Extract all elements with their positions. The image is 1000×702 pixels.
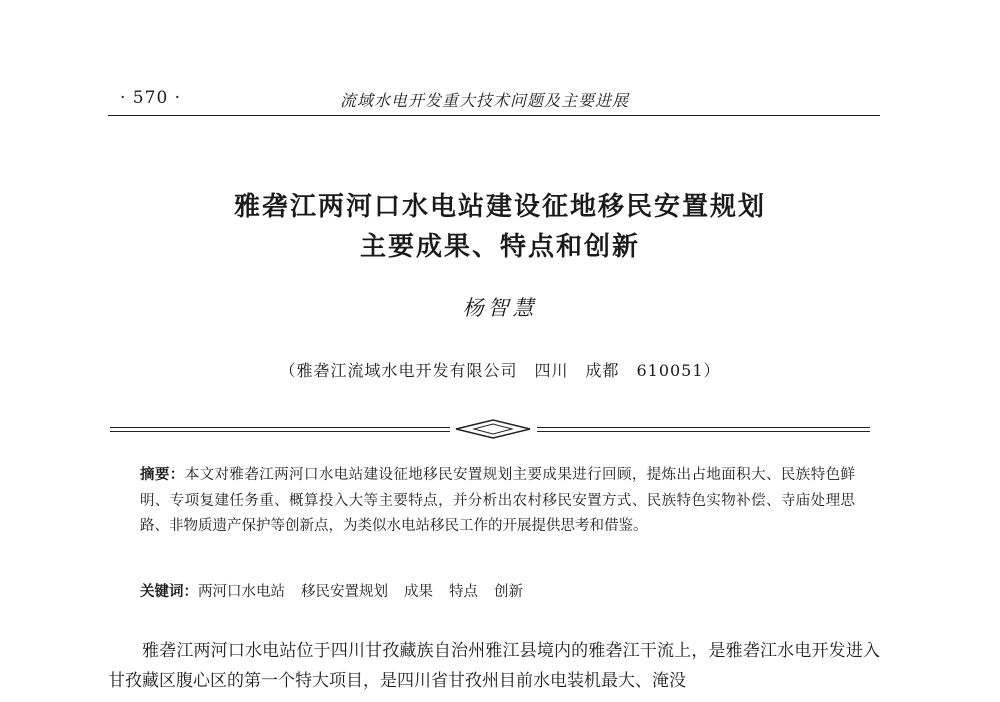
abstract-label: 摘要： <box>140 467 185 483</box>
diamond-ornament-icon <box>452 418 534 440</box>
keywords-label: 关键词： <box>140 584 198 600</box>
author-name: 杨智慧 <box>462 296 538 320</box>
keyword-item: 特点 <box>449 584 478 600</box>
running-header: 流域水电开发重大技术问题及主要进展 <box>340 91 630 110</box>
keyword-item: 成果 <box>404 584 433 600</box>
header-rule <box>108 115 880 116</box>
paper-title-line-2: 主要成果、特点和创新 <box>359 232 640 262</box>
keyword-item: 两河口水电站 <box>198 584 285 600</box>
keywords <box>140 580 855 601</box>
divider-left-rule <box>110 427 450 432</box>
divider-right-rule <box>537 427 870 432</box>
abstract <box>140 463 855 540</box>
paper-title-line-1: 雅砻江两河口水电站建设征地移民安置规划 <box>233 192 766 222</box>
page-number: · 570 · <box>120 88 182 108</box>
abstract-text: 本文对雅砻江两河口水电站建设征地移民安置规划主要成果进行回顾，提炼出占地面积大、民族特色鲜明、专项复建任务重、概算投入大等主要特点，并分析出农村移民安置方式、民族特色实物补偿、寺庙处理思路、非物质遗产保护等创新点，为类似水电站移民工作的开展提供思考和借鉴。 <box>140 467 856 534</box>
author-affiliation: （雅砻江流域水电开发有限公司 四川 成都 610051） <box>279 361 721 380</box>
body-paragraph: 雅砻江两河口水电站位于四川甘孜藏族自治州雅江县境内的雅砻江干流上，是雅砻江水电开发进入甘孜藏区腹心区的第一个特大项目，是四川省甘孜州目前水电装机最大、淹没 <box>108 641 880 691</box>
keyword-item: 移民安置规划 <box>301 584 388 600</box>
keyword-item: 创新 <box>494 584 523 600</box>
